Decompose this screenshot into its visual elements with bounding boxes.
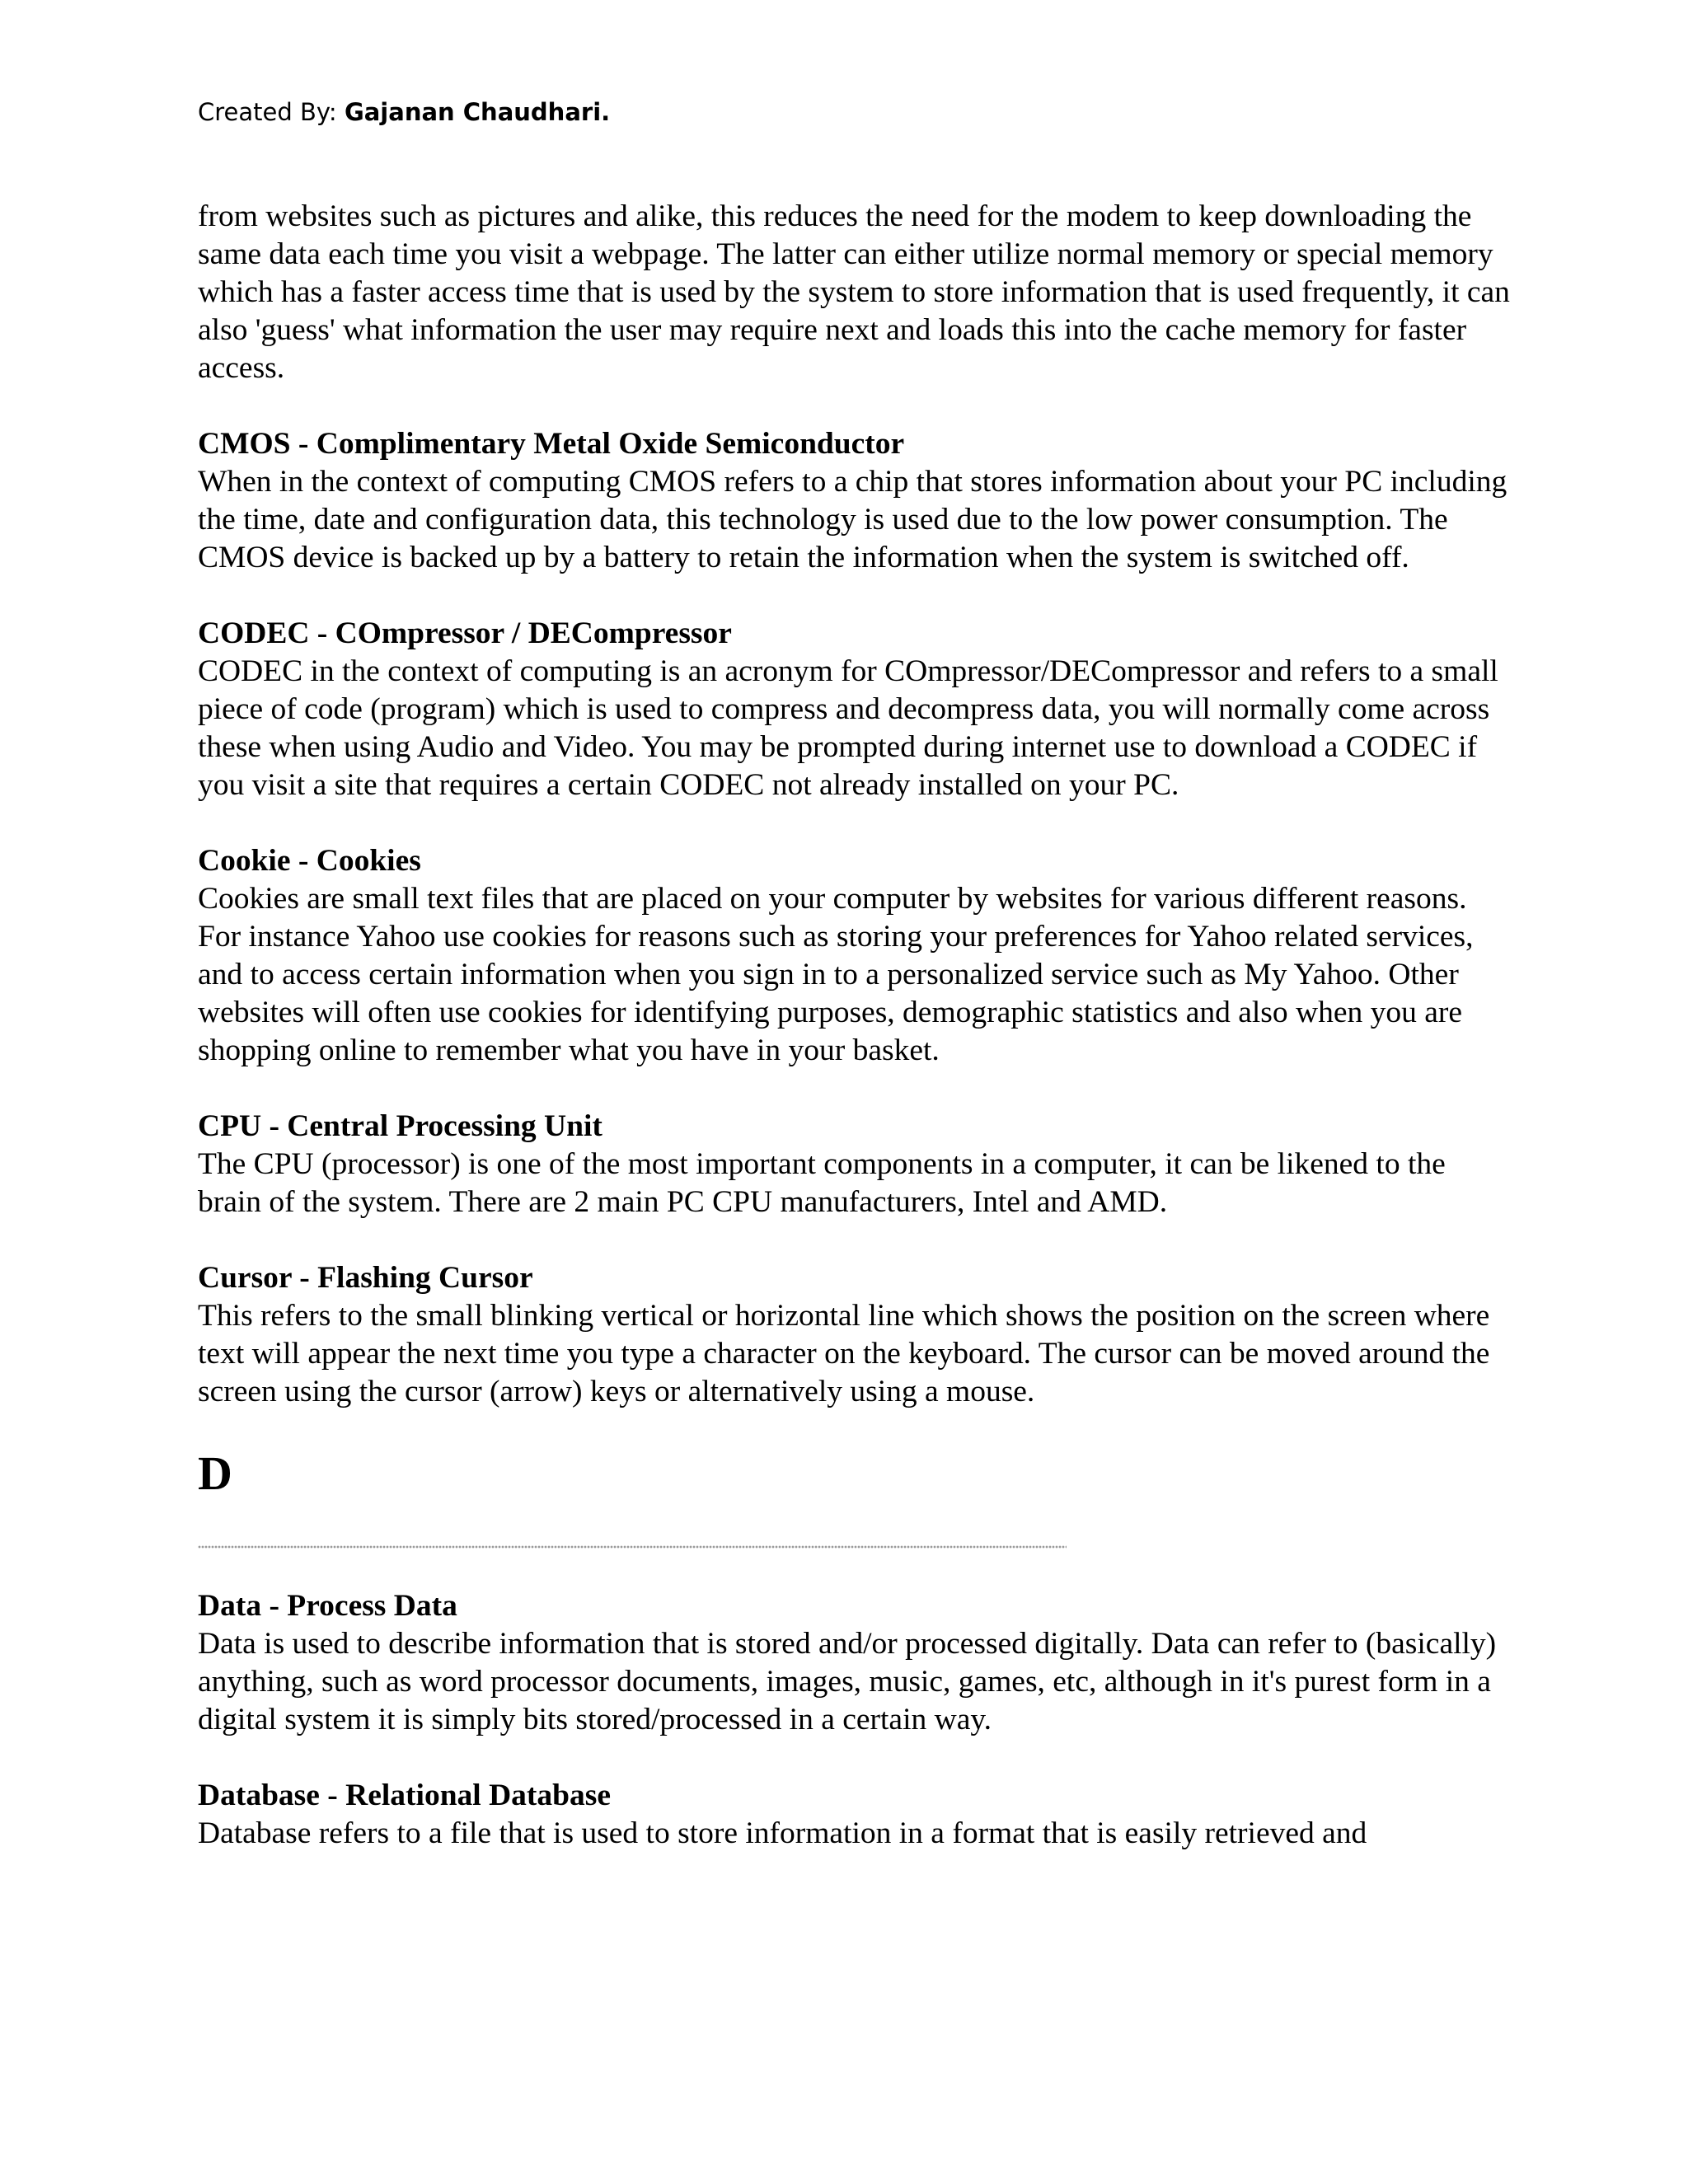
entry-title: Cookie - Cookies — [198, 844, 421, 878]
glossary-entry-cookie — [198, 842, 1517, 1070]
glossary-entry-codec — [198, 615, 1517, 804]
entry-body: The CPU (processor) is one of the most important components in a computer, it can be likened to the brain of the system. There are 2 main PC CPU manufacturers, Intel and AMD. — [198, 1147, 1446, 1219]
document-body — [198, 198, 1517, 1853]
entry-title: Cursor - Flashing Cursor — [198, 1261, 533, 1295]
entry-body: When in the context of computing CMOS refers to a chip that stores information about your PC including the time, date and configuration data, this technology is used due to the low power consumption. The CMOS device is backed up by a battery to retain the information when the system is switched off. — [198, 465, 1507, 574]
entry-body: This refers to the small blinking vertical or horizontal line which shows the position on the screen where text will appear the next time you type a character on the keyboard. The cursor can be moved around the screen using the cursor (arrow) keys or alternatively using a mouse. — [198, 1299, 1490, 1408]
glossary-entry-cpu — [198, 1108, 1517, 1221]
entry-body: Cookies are small text files that are placed on your computer by websites for various different reasons. For instance Yahoo use cookies for reasons such as storing your preferences for Yahoo related services, and to access certain information when you sign in to a personalized service such as My Yahoo. Other websites will often use cookies for identifying purposes, demographic statistics and also when you are shopping online to remember what you have in your basket. — [198, 882, 1474, 1067]
created-by-label: Created By: — [198, 98, 345, 126]
entry-title: CMOS - Complimentary Metal Oxide Semiconductor — [198, 427, 905, 461]
entry-body: Data is used to describe information that is stored and/or processed digitally. Data can refer to (basically) anything, such as word processor documents, images, music, games, etc, although in it's purest form in a digital system it is simply bits stored/processed in a certain way. — [198, 1627, 1497, 1736]
glossary-entry-data — [198, 1587, 1517, 1739]
glossary-entry-cursor — [198, 1259, 1517, 1411]
entry-body: CODEC in the context of computing is an acronym for COmpressor/DECompressor and refers to a small piece of code (program) which is used to compress and decompress data, you will normally come across these when using Audio and Video. You may be prompted during internet use to download a CODEC if you visit a site that requires a certain CODEC not already installed on your PC. — [198, 654, 1498, 802]
page-header — [198, 97, 610, 127]
dotted-divider — [198, 1544, 1067, 1549]
entry-title: CPU - Central Processing Unit — [198, 1109, 603, 1143]
section-heading-d: D — [198, 1446, 232, 1500]
entry-title: CODEC - COmpressor / DECompressor — [198, 616, 732, 650]
author-name: Gajanan Chaudhari. — [344, 98, 611, 126]
intro-paragraph: from websites such as pictures and alike, this reduces the need for the modem to keep downloading the same data each time you visit a webpage. The latter can either utilize normal memory or special memory which has a faster access time that is used by the system to store information that is used frequently, it can also 'guess' what information the user may require next and loads this into the cache memory for faster access. — [198, 199, 1510, 385]
entry-body: Database refers to a file that is used to store information in a format that is easily retrieved and — [198, 1816, 1367, 1850]
entry-title: Data - Process Data — [198, 1589, 457, 1623]
glossary-entry-cmos — [198, 425, 1517, 577]
entry-title: Database - Relational Database — [198, 1779, 612, 1812]
glossary-entry-database — [198, 1777, 1517, 1853]
